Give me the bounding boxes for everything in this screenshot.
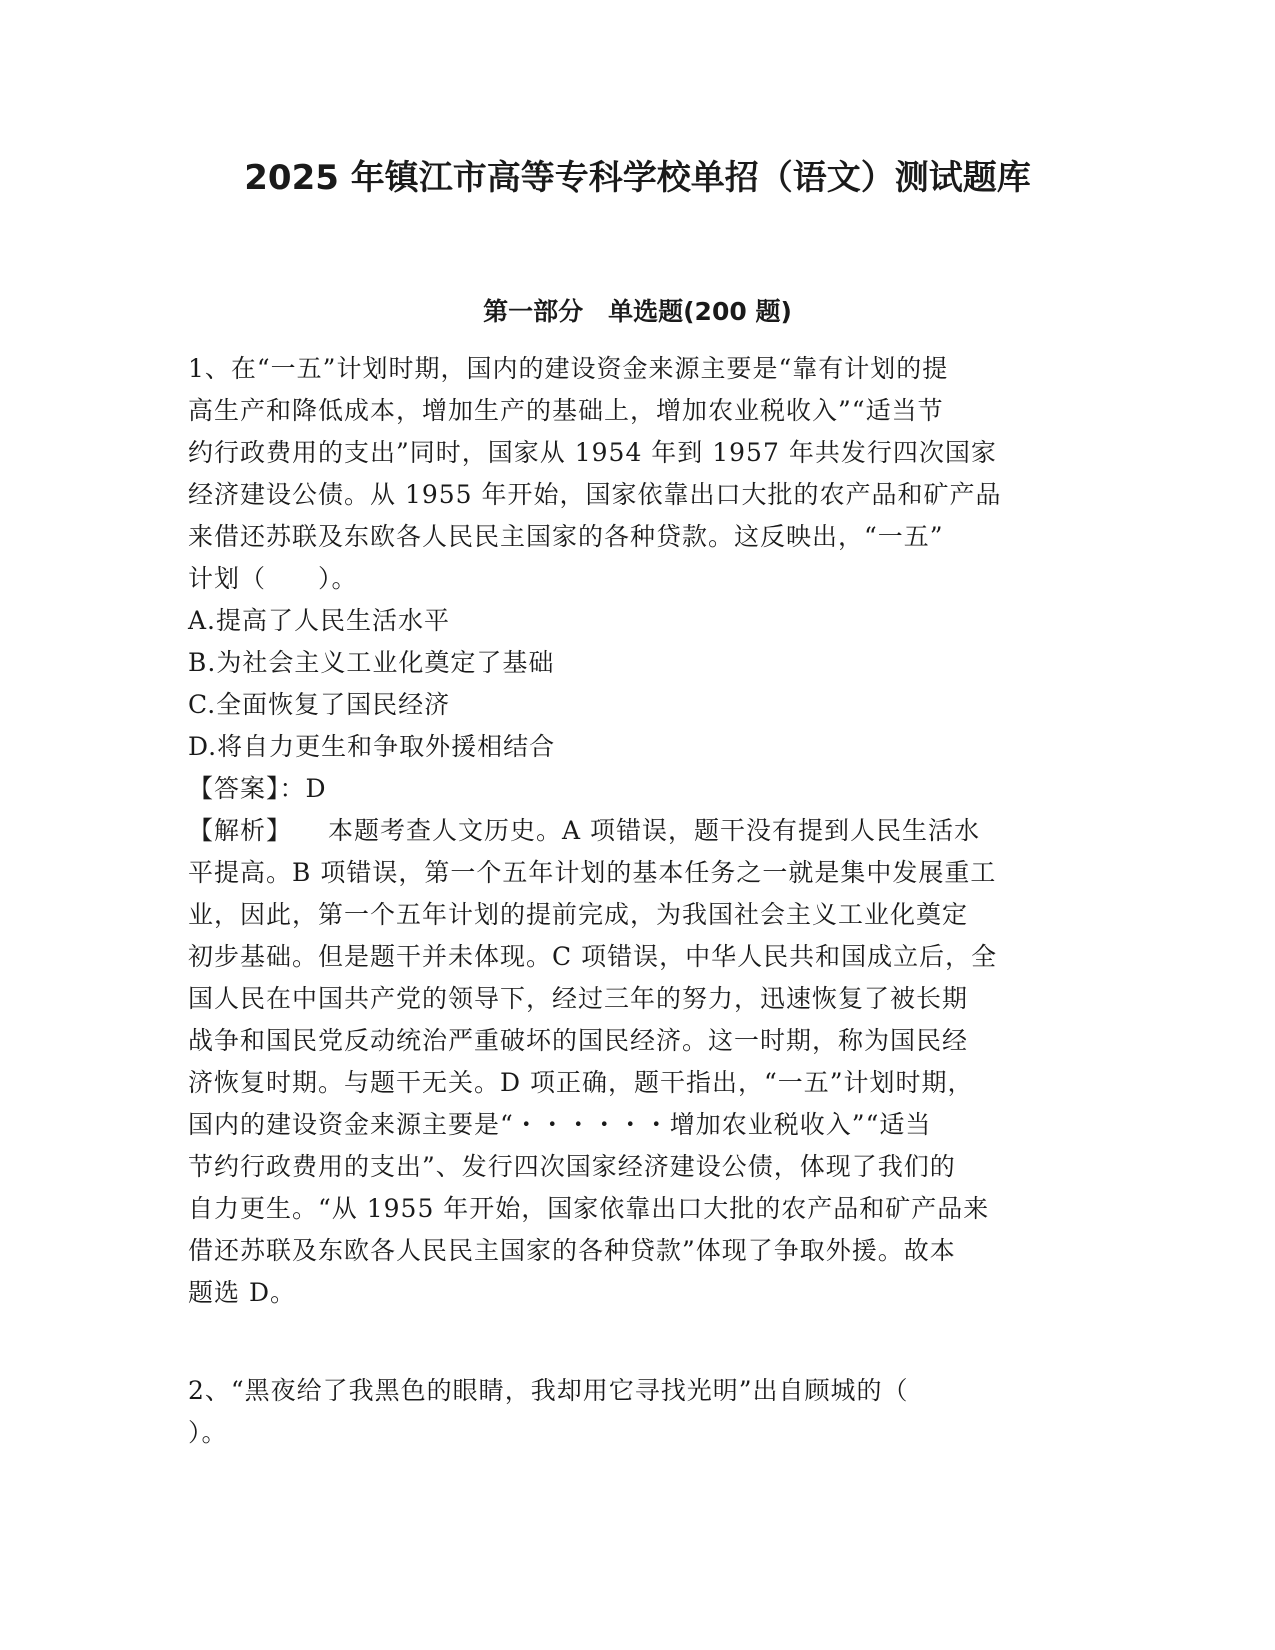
question-stem-line: 1、在“一五”计划时期，国内的建设资金来源主要是“靠有计划的提 [188, 354, 949, 383]
analysis-line: 国人民在中国共产党的领导下，经过三年的努力，迅速恢复了被长期 [188, 984, 969, 1013]
question-1 [188, 348, 1088, 1314]
document-title: 2025 年镇江市高等专科学校单招（语文）测试题库 [244, 158, 1031, 198]
option-d: D.将自力更生和争取外援相结合 [188, 732, 556, 761]
analysis-line: 自力更生。“从 1955 年开始，国家依靠出口大批的农产品和矿产品来 [188, 1194, 990, 1223]
question-stem-line: 约行政费用的支出”同时，国家从 1954 年到 1957 年共发行四次国家 [188, 438, 997, 467]
analysis-line: 平提高。B 项错误，第一个五年计划的基本任务之一就是集中发展重工 [188, 858, 997, 887]
analysis-line: 节约行政费用的支出”、发行四次国家经济建设公债，体现了我们的 [188, 1152, 956, 1181]
analysis-line: 国内的建设资金来源主要是“・・・・・・增加农业税收入”“适当 [188, 1110, 932, 1139]
analysis-text: 本题考查人文历史。A 项错误，题干没有提到人民生活水 [328, 816, 981, 845]
section-title: 第一部分 单选题(200 题) [483, 297, 792, 326]
question-stem-line: 计划（ ）。 [188, 564, 358, 593]
option-b: B.为社会主义工业化奠定了基础 [188, 648, 555, 677]
question-stem-line: 2、“黑夜给了我黑色的眼睛，我却用它寻找光明”出自顾城的（ [188, 1376, 909, 1405]
question-2 [188, 1370, 1088, 1454]
question-stem-line: ）。 [188, 1418, 228, 1447]
option-c: C.全面恢复了国民经济 [188, 690, 451, 719]
answer-line [188, 768, 1088, 810]
question-stem-line: 来借还苏联及东欧各人民民主国家的各种贷款。这反映出，“一五” [188, 522, 944, 551]
answer-value: D [305, 774, 327, 803]
analysis-line: 借还苏联及东欧各人民民主国家的各种贷款”体现了争取外援。故本 [188, 1236, 956, 1265]
analysis-line: 济恢复时期。与题干无关。D 项正确，题干指出，“一五”计划时期， [188, 1068, 974, 1097]
analysis-line: 题选 D。 [188, 1278, 296, 1307]
analysis-first-line [188, 810, 1088, 852]
option-a: A.提高了人民生活水平 [188, 606, 451, 635]
analysis-label: 【解析】 [188, 816, 293, 845]
question-stem-line: 高生产和降低成本，增加生产的基础上，增加农业税收入”“适当节 [188, 396, 944, 425]
analysis-line: 战争和国民党反动统治严重破坏的国民经济。这一时期，称为国民经 [188, 1026, 969, 1055]
question-stem-line: 经济建设公债。从 1955 年开始，国家依靠出口大批的农产品和矿产品 [188, 480, 1002, 509]
answer-label: 【答案】： [188, 774, 306, 803]
analysis-line: 初步基础。但是题干并未体现。C 项错误，中华人民共和国成立后，全 [188, 942, 998, 971]
analysis-line: 业，因此，第一个五年计划的提前完成，为我国社会主义工业化奠定 [188, 900, 969, 929]
